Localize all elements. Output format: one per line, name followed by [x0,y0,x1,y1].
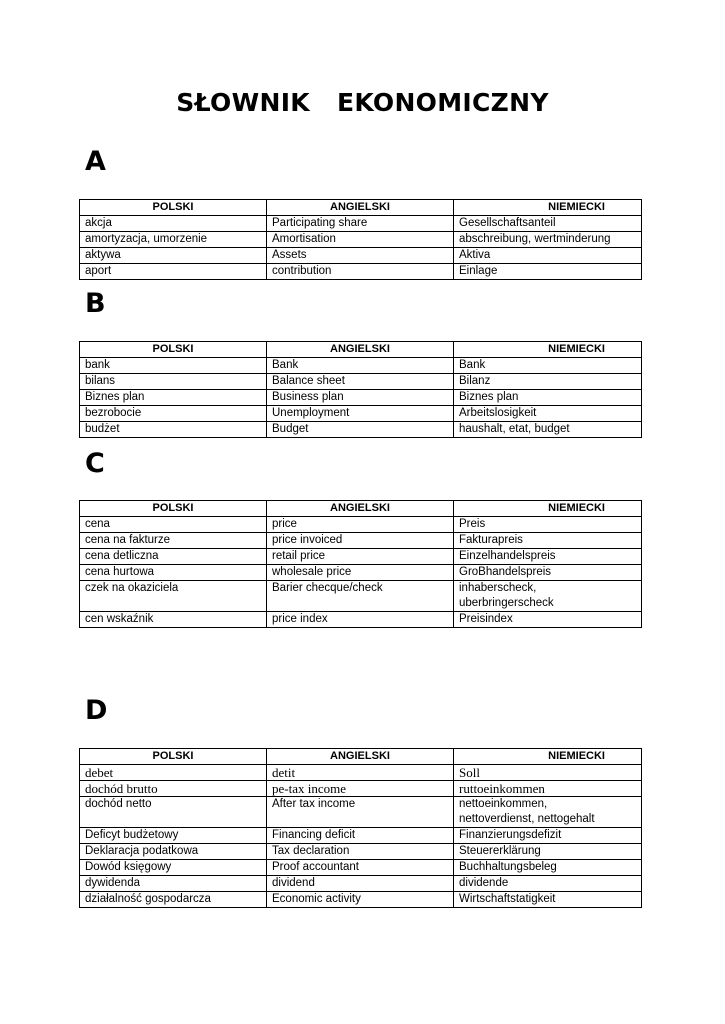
polski-cell: budżet [80,422,267,438]
angielski-cell: After tax income [267,797,454,828]
table-row [80,781,642,797]
polski-cell: Dowód księgowy [80,860,267,876]
polski-cell: cena detliczna [80,549,267,565]
table-row [80,765,642,781]
table-row [80,581,642,612]
table-row [80,533,642,549]
column-header-niemiecki: NIEMIECKI [454,342,642,358]
column-header-niemiecki: NIEMIECKI [454,200,642,216]
table-row [80,797,642,828]
angielski-cell: Budget [267,422,454,438]
niemiecki-cell: Soll [454,765,642,781]
table-header-row [80,749,642,765]
niemiecki-cell: dividende [454,876,642,892]
angielski-cell: Barier checque/check [267,581,454,612]
niemiecki-cell: Biznes plan [454,390,642,406]
niemiecki-cell: ruttoeinkommen [454,781,642,797]
angielski-cell: Assets [267,248,454,264]
niemiecki-cell: Bilanz [454,374,642,390]
table-row [80,264,642,280]
table-row [80,612,642,628]
polski-cell: Deklaracja podatkowa [80,844,267,860]
angielski-cell: pe-tax income [267,781,454,797]
angielski-cell: Business plan [267,390,454,406]
angielski-cell: Amortisation [267,232,454,248]
table-row [80,422,642,438]
niemiecki-cell: nettoeinkommen, nettoverdienst, nettogehalt [454,797,642,828]
angielski-cell: retail price [267,549,454,565]
column-header-angielski: ANGIELSKI [267,501,454,517]
polski-cell: czek na okaziciela [80,581,267,612]
column-header-polski: POLSKI [80,501,267,517]
polski-cell: akcja [80,216,267,232]
table-row [80,844,642,860]
niemiecki-cell: Einlage [454,264,642,280]
table-row [80,232,642,248]
table-row [80,216,642,232]
angielski-cell: Tax declaration [267,844,454,860]
niemiecki-cell: Finanzierungsdefizit [454,828,642,844]
polski-cell: cena na fakturze [80,533,267,549]
table-row [80,876,642,892]
angielski-cell: contribution [267,264,454,280]
angielski-cell: price invoiced [267,533,454,549]
section-letter-a: A [85,146,106,177]
niemiecki-cell: Arbeitslosigkeit [454,406,642,422]
niemiecki-cell: Buchhaltungsbeleg [454,860,642,876]
niemiecki-cell: Gesellschaftsanteil [454,216,642,232]
niemiecki-cell: Preisindex [454,612,642,628]
polski-cell: dochód brutto [80,781,267,797]
table-row [80,248,642,264]
polski-cell: cena hurtowa [80,565,267,581]
dictionary-table-b [79,341,642,438]
niemiecki-cell: haushalt, etat, budget [454,422,642,438]
polski-cell: działalność gospodarcza [80,892,267,908]
table-row [80,860,642,876]
niemiecki-cell: Preis [454,517,642,533]
column-header-niemiecki: NIEMIECKI [454,501,642,517]
polski-cell: dochód netto [80,797,267,828]
table-header-row [80,501,642,517]
polski-cell: bilans [80,374,267,390]
polski-cell: aport [80,264,267,280]
polski-cell: bank [80,358,267,374]
niemiecki-cell: Einzelhandelspreis [454,549,642,565]
table-row [80,517,642,533]
polski-cell: cena [80,517,267,533]
polski-cell: cen wskaźnik [80,612,267,628]
angielski-cell: Financing deficit [267,828,454,844]
niemiecki-cell: Bank [454,358,642,374]
angielski-cell: Economic activity [267,892,454,908]
dictionary-table-d [79,748,642,908]
polski-cell: aktywa [80,248,267,264]
section-letter-d: D [85,695,108,726]
angielski-cell: Proof accountant [267,860,454,876]
polski-cell: Biznes plan [80,390,267,406]
table-row [80,892,642,908]
angielski-cell: Unemployment [267,406,454,422]
niemiecki-cell: Fakturapreis [454,533,642,549]
niemiecki-cell: abschreibung, wertminderung [454,232,642,248]
column-header-angielski: ANGIELSKI [267,200,454,216]
angielski-cell: price index [267,612,454,628]
polski-cell: dywidenda [80,876,267,892]
dictionary-table-a [79,199,642,280]
polski-cell: bezrobocie [80,406,267,422]
section-letter-b: B [85,288,106,319]
angielski-cell: price [267,517,454,533]
column-header-angielski: ANGIELSKI [267,749,454,765]
niemiecki-cell: Aktiva [454,248,642,264]
column-header-angielski: ANGIELSKI [267,342,454,358]
niemiecki-cell: GroBhandelspreis [454,565,642,581]
table-row [80,565,642,581]
table-row [80,549,642,565]
column-header-polski: POLSKI [80,200,267,216]
dictionary-table-c [79,500,642,628]
angielski-cell: detit [267,765,454,781]
table-header-row [80,342,642,358]
column-header-polski: POLSKI [80,749,267,765]
column-header-polski: POLSKI [80,342,267,358]
table-row [80,390,642,406]
angielski-cell: Balance sheet [267,374,454,390]
niemiecki-cell: inhaberscheck, uberbringerscheck [454,581,642,612]
section-letter-c: C [85,448,105,479]
polski-cell: amortyzacja, umorzenie [80,232,267,248]
polski-cell: Deficyt budżetowy [80,828,267,844]
angielski-cell: wholesale price [267,565,454,581]
table-row [80,828,642,844]
table-header-row [80,200,642,216]
niemiecki-cell: Wirtschaftstatigkeit [454,892,642,908]
polski-cell: debet [80,765,267,781]
niemiecki-cell: Steuererklärung [454,844,642,860]
page-title: SŁOWNIK EKONOMICZNY [176,88,549,117]
table-row [80,374,642,390]
table-row [80,358,642,374]
angielski-cell: Bank [267,358,454,374]
angielski-cell: dividend [267,876,454,892]
column-header-niemiecki: NIEMIECKI [454,749,642,765]
table-row [80,406,642,422]
angielski-cell: Participating share [267,216,454,232]
